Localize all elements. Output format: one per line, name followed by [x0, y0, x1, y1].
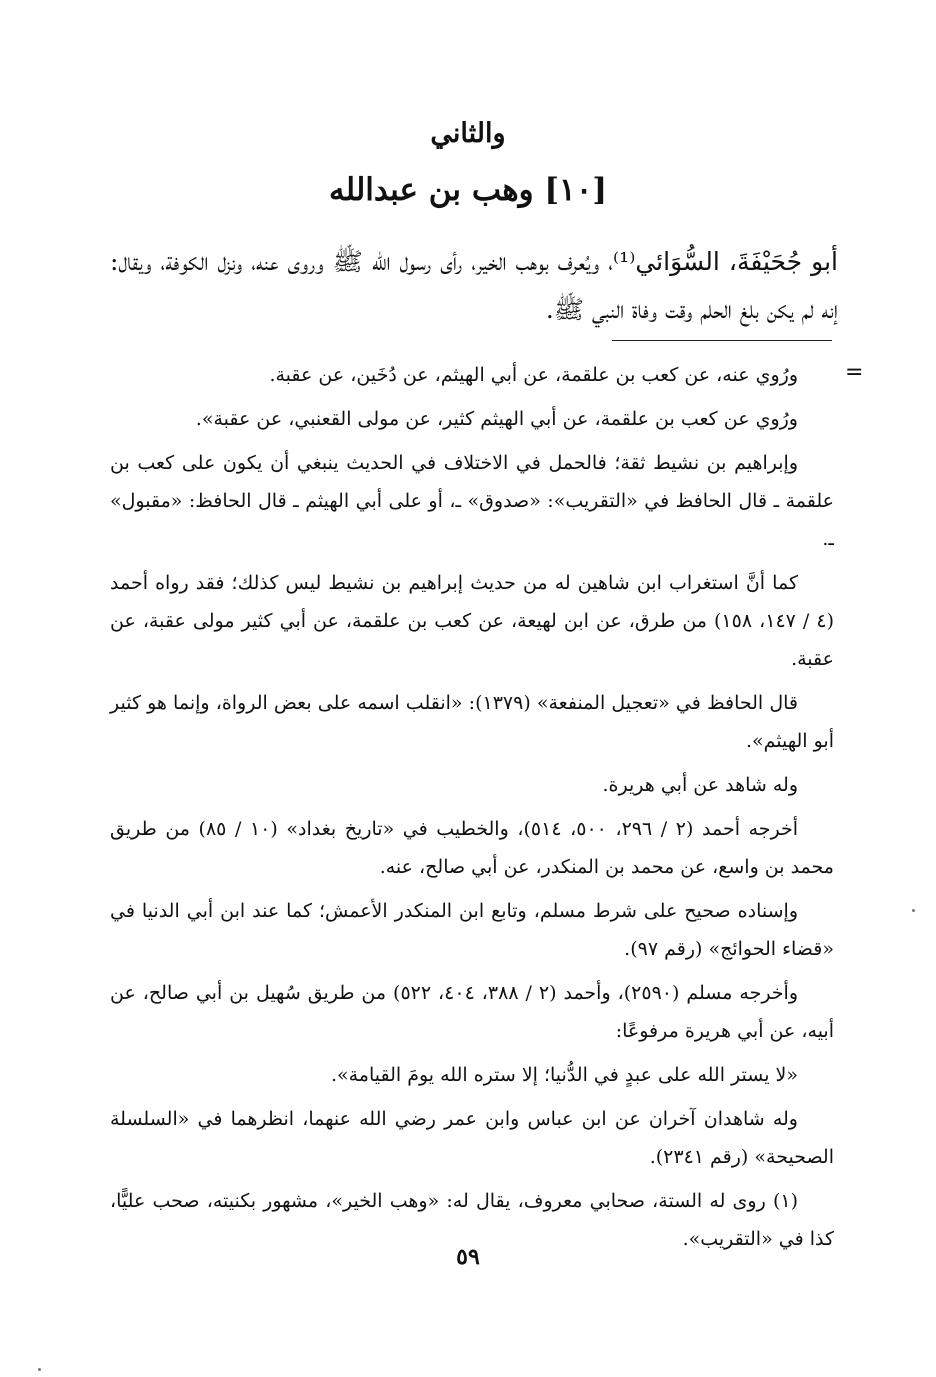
footnote-paragraph: ورُوي عنه، عن كعب بن علقمة، عن أبي الهيثم، عن دُخَين، عن عقبة. [269, 364, 798, 386]
scan-speck [912, 909, 915, 912]
footnote-paragraph: وله شاهد عن أبي هريرة. [602, 774, 798, 796]
footnote-paragraph: «لا يستر الله على عبدٍ في الدُّنيا؛ إلا ستره الله يومَ القيامة». [330, 1064, 798, 1086]
footnote-paragraph: وإبراهيم بن نشيط ثقة؛ فالحمل في الاختلاف في الحديث ينبغي أن يكون على كعب بن علقمة ـ قال الحافظ في «التقريب»: «صدوق» ـ، أو على أبي الهيثم ـ قال الحافظ: «مقبول» ـ. [110, 452, 834, 550]
scan-speck [38, 1368, 41, 1371]
entry-body-text: أبو جُحَيْفَةَ، السُّوَائي⁽¹⁾، ويُعرف بوهب الخير، رأى رسول الله ﷺ وروى عنه، ونزل الكوفة، ويقال: إنه لم يكن بلغ الحلم وقت وفاة النبي ﷺ. [110, 247, 838, 324]
footnote-continuation-mark: = [845, 360, 864, 385]
footnote-paragraph: قال الحافظ في «تعجيل المنفعة» (١٣٧٩): «انقلب اسمه على بعض الرواة، وإنما هو كثير أبو الهيثم». [110, 692, 834, 752]
footnote-paragraph: وإسناده صحيح على شرط مسلم، وتابع ابن المنكدر الأعمش؛ كما عند ابن أبي الدنيا في «قضاء الحوائج» (رقم ٩٧). [110, 900, 834, 960]
footnote-paragraph: ورُوي عن كعب بن علقمة، عن أبي الهيثم كثير، عن مولى القعنبي، عن عقبة». [195, 408, 798, 430]
footnotes-block [110, 356, 834, 1264]
entry-heading: [١٠] وهب بن عبدالله [328, 172, 608, 208]
footnote-paragraph: وأخرجه مسلم (٢٥٩٠)، وأحمد (٢ / ٣٨٨، ٤٠٤، ٥٢٢) من طريق سُهيل بن أبي صالح، عن أبيه، عن أبي هريرة مرفوعًا: [110, 982, 834, 1042]
footnote-paragraph: وله شاهدان آخران عن ابن عباس وابن عمر رضي الله عنهما، انظرهما في «السلسلة الصحيحة» (رقم ٢٣٤١). [110, 1108, 834, 1168]
footnote-divider [612, 340, 832, 341]
footnote-1: (١) روى له الستة، صحابي معروف، يقال له: «وهب الخير»، مشهور بكنيته، صحب عليًّا، كذا في «التقريب». [110, 1190, 834, 1250]
footnote-paragraph: أخرجه أحمد (٢ / ٢٩٦، ٥٠٠، ٥١٤)، والخطيب في «تاريخ بغداد» (١٠ / ٨٥) من طريق محمد بن واسع، عن محمد بن المنكدر، عن أبي صالح، عنه. [110, 818, 834, 878]
section-word: والثاني [430, 118, 506, 149]
footnote-paragraph: كما أنَّ استغراب ابن شاهين له من حديث إبراهيم بن نشيط ليس كذلك؛ فقد رواه أحمد (٤ / ١٤٧، ١٥٨) من طرق، عن ابن لهيعة، عن كعب بن علقمة، عن أبي كثير مولى عقبة، عن عقبة. [110, 572, 834, 670]
page-number: ٥٩ [456, 1244, 480, 1270]
